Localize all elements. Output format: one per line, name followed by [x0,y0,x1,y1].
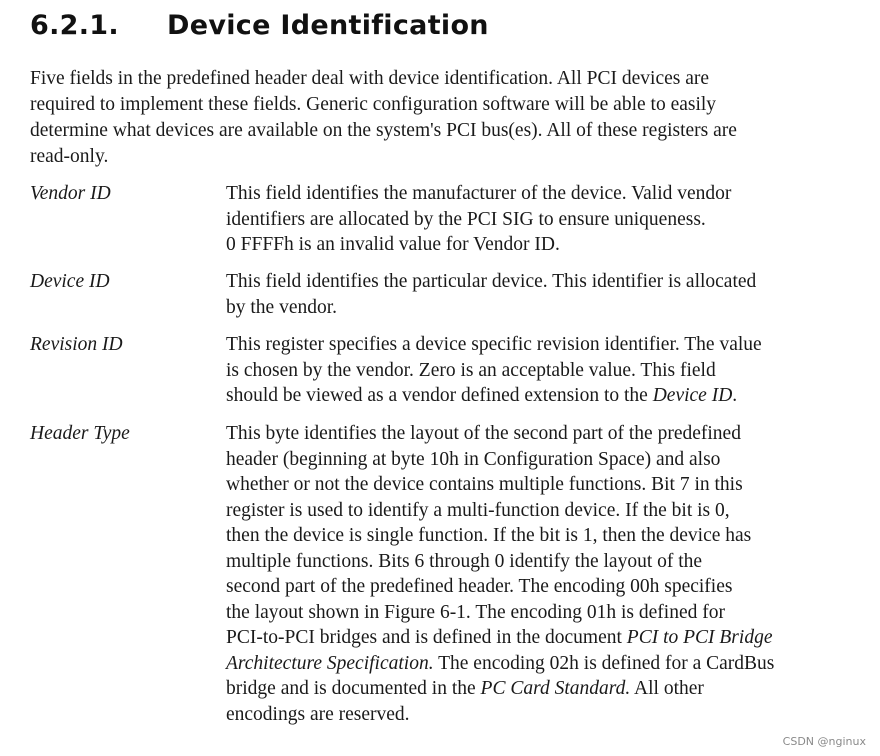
watermark: CSDN @nginux [782,735,866,748]
desc-italic: PCI to PCI Bridge [626,627,773,648]
desc-line: is chosen by the vendor. Zero is an acceptable value. This field [226,359,716,381]
desc-line [226,383,846,409]
section-number: 6.2.1. [30,10,119,41]
desc-line: register is used to identify a multi-function device. If the bit is 0, [226,499,730,521]
desc-line: header (beginning at byte 10h in Configuration Space) and also [226,448,721,470]
field-description [226,421,846,727]
desc-line: This field identifies the manufacturer of the device. Valid vendor [226,183,732,204]
desc-italic: Architecture Specification. [226,652,434,674]
field-term: Header Type [30,423,130,444]
desc-line: 0 FFFFh is an invalid value for Vendor ID. [226,234,560,255]
field-description [226,181,846,258]
desc-line: This register specifies a device specific revision identifier. The value [226,334,762,355]
field-description [226,332,846,409]
intro-line: Five fields in the predefined header deal with device identification. All PCI devices are [30,68,710,89]
desc-line [226,676,846,702]
desc-italic: PC Card Standard. [480,678,631,699]
intro-line: determine what devices are available on the system's PCI bus(es). All of these registers are [30,120,737,141]
section-heading [30,10,489,41]
desc-line: This byte identifies the layout of the second part of the predefined [226,423,741,444]
section-title: Device Identification [167,10,489,41]
desc-line [226,651,846,677]
field-term: Vendor ID [30,183,111,204]
desc-line: then the device is single function. If the bit is 1, then the device has [226,525,752,546]
desc-line [226,625,846,651]
desc-line: multiple functions. Bits 6 through 0 identify the layout of the [226,550,703,572]
desc-line: encodings are reserved. [226,703,410,725]
desc-text: . [732,385,738,406]
desc-text: PCI-to-PCI bridges and is defined in the document [226,627,627,648]
desc-text: All other [630,678,704,699]
field-term: Revision ID [30,334,123,355]
desc-line: the layout shown in Figure 6-1. The encoding 01h is defined for [226,601,725,623]
field-term: Device ID [30,271,110,292]
intro-line: read-only. [30,146,109,167]
desc-line: whether or not the device contains multiple functions. Bit 7 in this [226,474,743,495]
desc-text: should be viewed as a vendor defined extension to the [226,385,653,406]
desc-italic: Device ID [652,385,733,406]
desc-text: The encoding 02h is defined for a CardBus [433,652,775,674]
desc-line: second part of the predefined header. The encoding 00h specifies [226,576,733,597]
intro-line: required to implement these fields. Generic configuration software will be able to easily [30,94,717,115]
desc-line: by the vendor. [226,296,338,318]
desc-text: bridge and is documented in the [226,678,481,699]
field-description [226,269,846,320]
intro-paragraph [30,66,850,170]
desc-line: This field identifies the particular device. This identifier is allocated [226,271,757,292]
desc-line: identifiers are allocated by the PCI SIG to ensure uniqueness. [226,208,706,230]
